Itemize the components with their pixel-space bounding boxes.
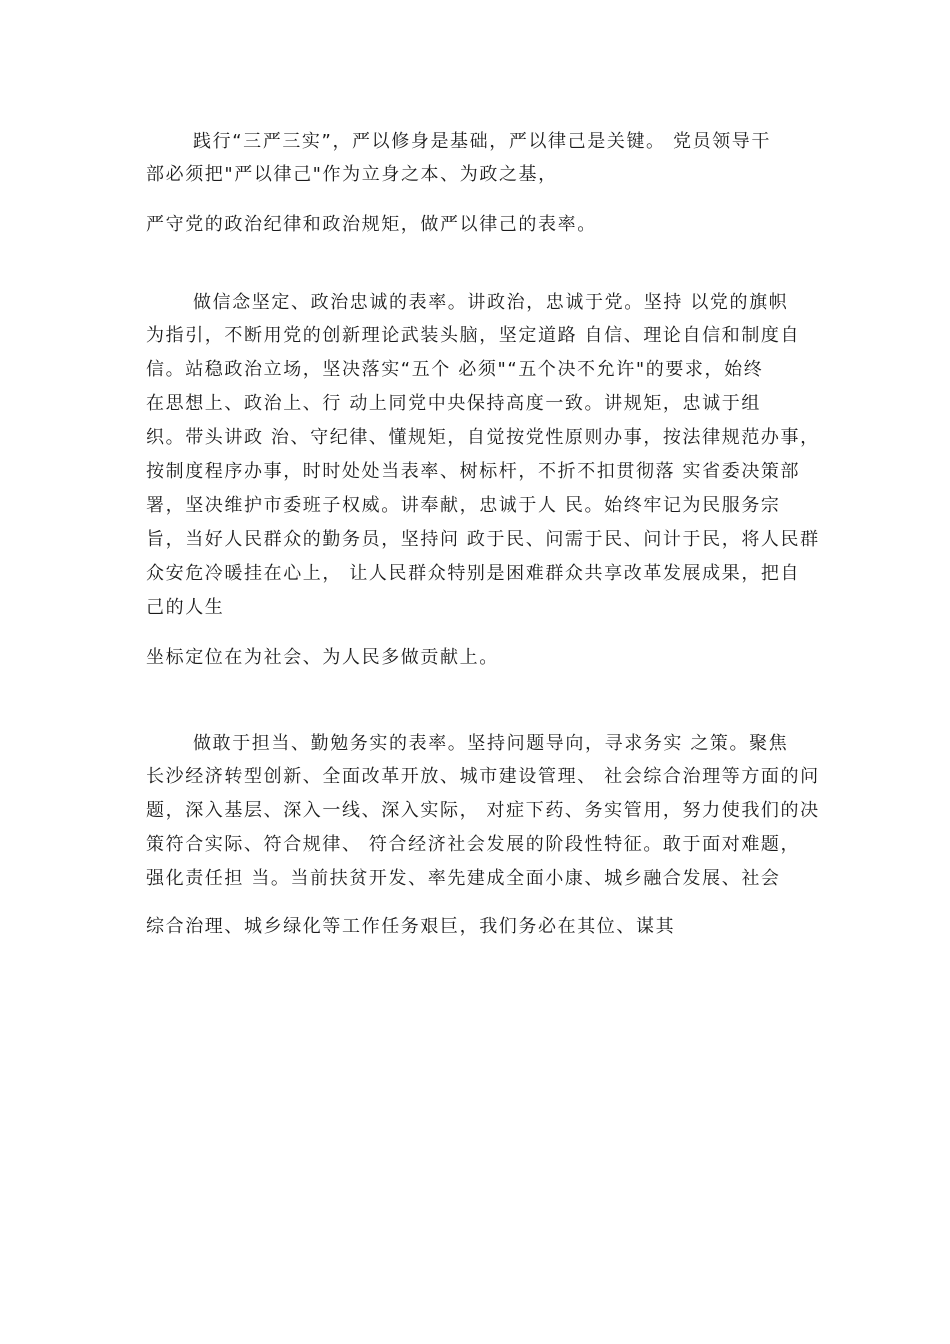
paragraph-3-line-2: 长沙经济转型创新、全面改革开放、城市建设管理、 社会综合治理等方面的问 (146, 766, 820, 787)
paragraph-2-line-9: 众安危冷暖挂在心上， 让人民群众特别是困难群众共享改革发展成果，把自 (146, 563, 801, 584)
paragraph-1-line-3: 严守党的政治纪律和政治规矩，做严以律己的表率。 (146, 214, 597, 235)
paragraph-2-line-6: 按制度程序办事，时时处处当表率、树标杆，不折不扣贯彻落 实省委决策部 (146, 461, 801, 482)
paragraph-3-line-4: 策符合实际、符合规律、 符合经济社会发展的阶段性特征。敢于面对难题， (146, 834, 801, 855)
paragraph-2-line-8: 旨，当好人民群众的勤务员，坚持问 政于民、问需于民、问计于民，将人民群 (146, 529, 820, 550)
paragraph-2-line-10: 己的人生 (146, 597, 225, 618)
paragraph-2-line-2: 为指引，不断用党的创新理论武装头脑，坚定道路 自信、理论自信和制度自 (146, 325, 801, 346)
paragraph-3-line-6: 综合治理、城乡绿化等工作任务艰巨，我们务必在其位、谋其 (146, 916, 676, 937)
paragraph-2-line-11: 坐标定位在为社会、为人民多做贡献上。 (146, 647, 499, 668)
paragraph-2-line-4: 在思想上、政治上、行 动上同党中央保持高度一致。讲规矩，忠诚于组 (146, 393, 761, 414)
paragraph-2-line-3: 信。站稳政治立场，坚决落实“五个 必须"“五个决不允许"的要求，始终 (146, 359, 764, 380)
paragraph-1-line-1: 践行“三严三实”，严以修身是基础，严以律己是关键。 党员领导干 (193, 131, 771, 152)
paragraph-2-line-7: 署，坚决维护市委班子权威。讲奉献，忠诚于人 民。始终牢记为民服务宗 (146, 495, 781, 516)
paragraph-3-line-1: 做敢于担当、勤勉务实的表率。坚持问题导向，寻求务实 之策。聚焦 (193, 733, 789, 754)
paragraph-3-line-5: 强化责任担 当。当前扶贫开发、率先建成全面小康、城乡融合发展、社会 (146, 868, 781, 889)
paragraph-2-line-5: 织。带头讲政 治、守纪律、懂规矩，自觉按党性原则办事，按法律规范办事， (146, 427, 820, 448)
paragraph-3-line-3: 题，深入基层、深入一线、深入实际， 对症下药、务实管用，努力使我们的决 (146, 800, 820, 821)
paragraph-2-line-1: 做信念坚定、政治忠诚的表率。讲政治，忠诚于党。坚持 以党的旗帜 (193, 292, 789, 313)
paragraph-1-line-2: 部必须把"严以律己"作为立身之本、为政之基， (146, 164, 558, 185)
